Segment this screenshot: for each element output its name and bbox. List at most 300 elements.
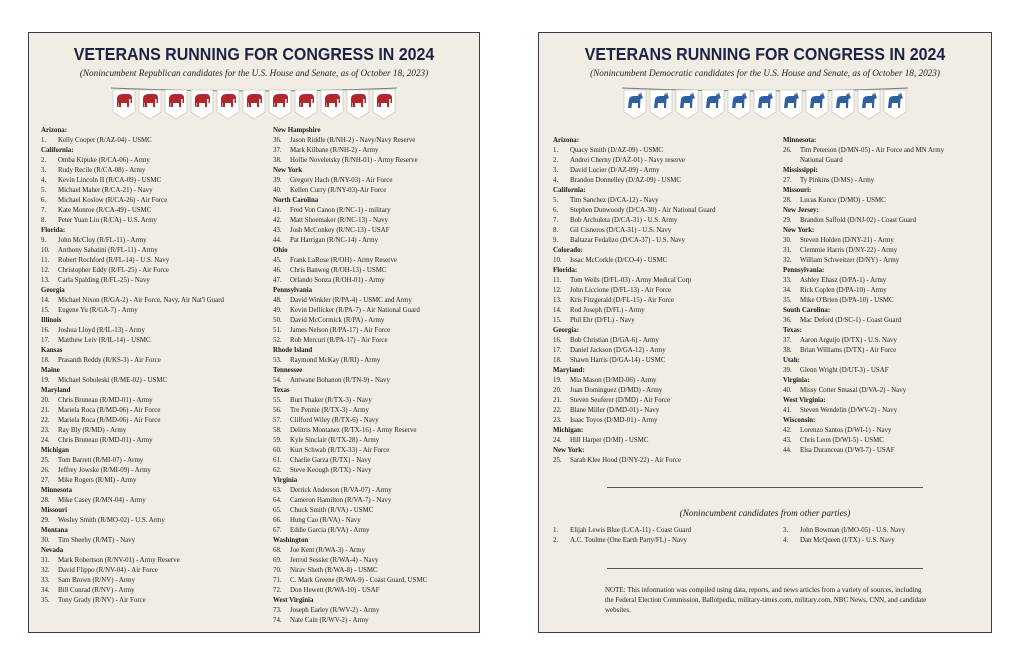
candidate-text: Eddie Garcia (R/VA) - Army (290, 527, 370, 534)
candidate-text: Juan Dominguez (D/MD) - Army (570, 387, 663, 394)
state-heading: Montana (41, 527, 68, 534)
candidate-number: 64. (273, 497, 282, 504)
candidate-text: Rob Mercuri (R/PA-17) - Air Force (290, 337, 388, 344)
candidate-number: 45. (273, 257, 282, 264)
candidate-text: Isaac Toyos (D/MD-01) - Army (570, 417, 658, 424)
candidate-number: 34. (783, 287, 792, 294)
candidate-number: 40. (273, 187, 282, 194)
candidate-text: Jeffrey Jowske (R/MI-09) - Army (58, 467, 151, 474)
candidate-text: Clifford Wiley (R/TX-6) - Navy (290, 417, 379, 424)
candidate-entry (273, 376, 427, 386)
candidate-text: Brandon Donnelley (D/AZ-09) - USMC (570, 177, 682, 184)
candidate-entry (41, 356, 224, 366)
state-heading: Mississippi: (783, 167, 818, 174)
republican-panel (28, 32, 480, 633)
candidate-text: Kate Monroe (R/CA-49) - USMC (58, 207, 152, 214)
candidate-number: 27. (41, 477, 50, 484)
candidate-number: 15. (41, 307, 50, 314)
candidate-number: 29. (783, 217, 792, 224)
candidate-entry (553, 176, 715, 186)
candidate-entry (783, 386, 944, 396)
candidate-text: Michael Koslow (R/CA-26) - Air Force (58, 197, 168, 204)
candidate-number: 60. (273, 447, 282, 454)
candidate-text: Joseph Earley (R/WV-2) - Army (290, 607, 380, 614)
candidate-text: Robert Rochford (R/FL-14) - U.S. Navy (58, 257, 170, 264)
state-heading: Rhode Island (273, 347, 313, 354)
state-heading: Pennsylvania (273, 287, 313, 294)
candidate-number: 2. (553, 157, 559, 164)
candidate-text: Mariela Roca (R/MD-06) - Air Force (58, 407, 161, 414)
candidate-entry (273, 156, 427, 166)
candidate-text: Steven Holden (D/NY-21) - Army (800, 237, 894, 244)
candidate-entry (41, 306, 224, 316)
candidate-number: 46. (273, 267, 282, 274)
candidate-number: 9. (41, 237, 47, 244)
candidate-text: Chris Bruneau (R/MD-01) - Army (58, 397, 153, 404)
state-heading: Maryland (41, 387, 71, 394)
candidate-text: David Flippo (R/NV-04) - Air Force (58, 567, 158, 574)
candidate-text: Don Hewett (R/WA-10) - USAF (290, 587, 380, 594)
candidate-text: Daniel Jackson (D/GA-12) - Army (570, 347, 666, 354)
candidate-text: Mike Rogers (R/MI) - Army (58, 477, 137, 484)
state-heading: New York (273, 167, 303, 174)
state-heading: New Jersey: (783, 207, 819, 214)
donkey-icon (702, 90, 724, 119)
candidate-text: Pat Harrigan (R/NC-14) - Army (290, 237, 379, 244)
candidate-text: Bob Christian (D/GA-6) - Army (570, 337, 659, 344)
candidate-number: 26. (783, 147, 792, 154)
state-heading: Ohio (273, 247, 288, 254)
candidate-text: Prasanth Reddy (R/KS-3) - Air Force (58, 357, 161, 364)
candidate-number: 12. (41, 267, 50, 274)
candidate-text: National Guard (800, 157, 843, 164)
candidate-entry (553, 226, 715, 236)
candidate-text: Elsa Duranceau (D/WI-7) - USAF (800, 447, 895, 454)
state-heading: North Carolina (273, 197, 319, 204)
candidate-number: 32. (41, 567, 50, 574)
candidate-entry (273, 436, 427, 446)
candidate-text: Hollie Noveletsky (R/NH-01) - Army Reserve (290, 157, 418, 164)
candidate-text: Eugene Yu (R/GA-7) - Army (58, 307, 138, 314)
candidate-text: Josh McConkey (R/NC-13) - USAF (290, 227, 390, 234)
candidate-entry (553, 206, 715, 216)
candidate-number: 19. (553, 377, 562, 384)
candidate-text: Brandon Saffold (D/NJ-02) - Coast Guard (800, 217, 917, 224)
candidate-text: Rod Joseph (D/FL) - Army (570, 307, 645, 314)
candidate-number: 52. (273, 337, 282, 344)
candidate-entry (273, 296, 427, 306)
candidate-number: 43. (273, 227, 282, 234)
candidate-entry (783, 256, 944, 266)
candidate-text: Dan McQueen (I/TX) - U.S. Navy (800, 537, 895, 544)
candidate-text: Orlando Sonza (R/OH-01) - Army (290, 277, 385, 284)
candidate-entry (273, 146, 427, 156)
state-heading: Michigan (41, 447, 69, 454)
candidate-entry (553, 526, 691, 536)
candidate-text: Derrick Anderson (R/VA-07) - Army (290, 487, 392, 494)
candidate-entry (273, 426, 427, 436)
state-heading: Florida: (553, 267, 578, 274)
candidate-number: 22. (41, 417, 50, 424)
candidate-text: Ty Pinkins (D/MS) - Army (800, 177, 875, 184)
candidate-entry (273, 406, 427, 416)
candidate-entry (41, 396, 224, 406)
republican-column-2 (273, 126, 427, 626)
state-heading: New York: (553, 447, 585, 454)
candidate-number: 49. (273, 307, 282, 314)
elephant-icon (269, 90, 291, 119)
state-heading: California: (41, 147, 74, 154)
candidate-text: Sam Brown (R/NV) - Army (58, 577, 135, 584)
candidate-entry (783, 526, 905, 536)
candidate-entry (41, 256, 224, 266)
candidate-number: 3. (41, 167, 47, 174)
candidate-text: Christopher Eddy (R/FL-25) - Air Force (58, 267, 169, 274)
candidate-number: 44. (273, 237, 282, 244)
candidate-text: Baltazar Fedalizo (D/CA-37) - U.S. Navy (570, 237, 686, 244)
candidate-text: Jason Riddle (R/NH-2) - Navy/Navy Reserve (290, 137, 416, 144)
candidate-text: Stephen Dunwoody (D/CA-30) - Air National Guard (570, 207, 716, 214)
candidate-entry (553, 156, 715, 166)
candidate-number: 15. (553, 317, 562, 324)
candidate-number: 22. (553, 407, 562, 414)
candidate-entry (41, 136, 224, 146)
democratic-column-2 (783, 136, 944, 456)
candidate-number: 12. (553, 287, 562, 294)
candidate-text: Matthew Leiv (R/IL-14) - USMC (58, 337, 151, 344)
candidate-entry (273, 556, 427, 566)
candidate-number: 10. (41, 247, 50, 254)
candidate-text: Michael Nixon (R/GA-2) - Air Force, Navy, Air Nat'l Guard (58, 297, 224, 304)
candidate-text: John Liccione (D/FL-13) - Air Force (570, 287, 672, 294)
candidate-number: 6. (41, 197, 47, 204)
candidate-text: Kyle Sinclair (R/TX-28) - Army (290, 437, 380, 444)
candidate-entry (41, 596, 224, 606)
candidate-number: 1. (553, 527, 559, 534)
state-heading: Texas: (783, 327, 802, 334)
candidate-entry (553, 456, 715, 466)
candidate-entry (41, 206, 224, 216)
republican-column-1 (41, 126, 224, 606)
candidate-number: 23. (41, 427, 50, 434)
candidate-number: 74. (273, 617, 282, 624)
candidate-entry (273, 416, 427, 426)
state-heading: Georgia: (553, 327, 580, 334)
candidate-number: 47. (273, 277, 282, 284)
state-heading: Minnesota (41, 487, 73, 494)
candidate-text: Steven Wendelin (D/WV-2) - Navy (800, 407, 898, 414)
candidate-number: 8. (41, 217, 47, 224)
candidate-text: James Nelson (R/PA-17) - Air Force (290, 327, 391, 334)
candidate-text: Gregory Hach (R/NY-03) - Air Force (290, 177, 393, 184)
candidate-number: 42. (273, 217, 282, 224)
candidate-entry (553, 536, 691, 546)
candidate-number: 31. (41, 557, 50, 564)
candidate-number: 57. (273, 417, 282, 424)
candidate-entry (783, 366, 944, 376)
candidate-text: Bill Conrad (R/NV) - Army (58, 587, 135, 594)
candidate-number: 26. (41, 467, 50, 474)
candidate-number: 4. (41, 177, 47, 184)
candidate-text: William Schweitzer (D/NY) - Army (800, 257, 900, 264)
candidate-text: David McCormick (R/PA) - Army (290, 317, 385, 324)
candidate-number: 23. (553, 417, 562, 424)
candidate-text: Steve Keough (R/TX) - Navy (290, 467, 372, 474)
candidate-text: Lucas Kunce (D/MO) - USMC (800, 197, 886, 204)
candidate-number: 66. (273, 517, 282, 524)
candidate-text: Charlie Garza (R/TX) - Navy (290, 457, 372, 464)
state-heading: Tennessee (273, 367, 303, 374)
state-heading: Georgia (41, 287, 65, 294)
candidate-entry (783, 156, 944, 166)
candidate-text: Phil Ehr (D/FL) - Navy (570, 317, 635, 324)
candidate-number: 68. (273, 547, 282, 554)
state-heading: Missouri: (783, 187, 812, 194)
state-heading: Colorado: (553, 247, 583, 254)
candidate-text: Matt Shoemaker (R/NC-13) - Navy (290, 217, 388, 224)
candidate-entry (41, 156, 224, 166)
candidate-entry (553, 416, 715, 426)
candidate-entry (783, 446, 944, 456)
candidate-entry (553, 146, 715, 156)
candidate-number: 28. (783, 197, 792, 204)
candidate-entry (553, 236, 715, 246)
state-heading: Minnesota: (783, 137, 817, 144)
candidate-entry (41, 166, 224, 176)
donkey-icon (884, 90, 906, 119)
candidate-number: 51. (273, 327, 282, 334)
republican-subtitle: (Nonincumbent Republican candidates for the U.S. House and Senate, as of October 18, 2023) (79, 68, 429, 78)
candidate-number: 42. (783, 427, 792, 434)
candidate-number: 7. (41, 207, 47, 214)
candidate-number: 55. (273, 397, 282, 404)
candidate-entry (783, 146, 944, 156)
candidate-entry (553, 356, 715, 366)
candidate-number: 1. (553, 147, 559, 154)
candidate-number: 72. (273, 587, 282, 594)
candidate-number: 21. (41, 407, 50, 414)
candidate-entry (553, 276, 715, 286)
candidate-number: 17. (553, 347, 562, 354)
candidate-text: A.C. Toulme (One Earth Party/FL) - Navy (570, 537, 687, 544)
elephant-icon (243, 90, 265, 119)
candidate-entry (41, 566, 224, 576)
candidate-number: 25. (41, 457, 50, 464)
candidate-text: Michael Maher (R/CA-21) - Navy (58, 187, 153, 194)
candidate-entry (553, 376, 715, 386)
candidate-number: 35. (783, 297, 792, 304)
candidate-number: 7. (553, 217, 559, 224)
elephant-icon (295, 90, 317, 119)
candidate-number: 13. (553, 297, 562, 304)
candidate-text: Anthony Sabatini (R/FL-11) - Army (58, 247, 158, 254)
candidate-entry (273, 466, 427, 476)
candidate-number: 9. (553, 237, 559, 244)
candidate-text: Ray Bly (R/MD) - Army (58, 427, 127, 434)
candidate-text: Mariela Roca (R/MD-06) - Air Force (58, 417, 161, 424)
candidate-text: Tim Sheehy (R/MT) - Navy (58, 537, 136, 544)
candidate-text: Joshua Lloyd (R/IL-13) - Army (58, 327, 145, 334)
candidate-text: Delitris Montanez (R/TX-16) - Army Reserve (290, 427, 417, 434)
candidate-number: 14. (553, 307, 562, 314)
candidate-entry (41, 576, 224, 586)
candidate-entry (41, 556, 224, 566)
candidate-text: Sarah Klee Hood (D/NY-22) - Air Force (570, 457, 681, 464)
candidate-number: 4. (783, 537, 789, 544)
candidate-entry (783, 176, 944, 186)
candidate-text: John McCloy (R/FL-11) - Army (58, 237, 147, 244)
candidate-text: Tim Sanchez (D/CA-12) - Navy (570, 197, 659, 204)
candidate-entry (273, 306, 427, 316)
candidate-entry (783, 316, 944, 326)
candidate-text: Wesley Smith (R/MO-02) - U.S. Army (58, 517, 165, 524)
candidate-entry (783, 286, 944, 296)
candidate-entry (553, 436, 715, 446)
candidate-entry (41, 266, 224, 276)
candidate-number: 13. (41, 277, 50, 284)
candidate-entry (273, 136, 427, 146)
other-parties-title: (Nonincumbent candidates from other parties) (679, 508, 851, 518)
candidate-text: Nate Cain (R/WV-2) - Army (290, 617, 369, 624)
candidate-number: 35. (41, 597, 50, 604)
republican-title: VETERANS RUNNING FOR CONGRESS IN 2024 (73, 44, 435, 64)
candidate-text: Chris Leon (D/WI-5) - USMC (800, 437, 884, 444)
candidate-number: 10. (553, 257, 562, 264)
candidate-entry (41, 536, 224, 546)
candidate-text: Mark Kilbane (R/NH-2) - Army (290, 147, 379, 154)
candidate-text: Peter Yuan Liu (R/CA) - U.S. Army (58, 217, 157, 224)
state-heading: Michigan: (553, 427, 584, 434)
elephant-icon (139, 90, 161, 119)
candidate-entry (553, 216, 715, 226)
candidate-entry (273, 276, 427, 286)
state-heading: Maryland: (553, 367, 585, 374)
candidate-number: 69. (273, 557, 282, 564)
state-heading: Nevada (41, 547, 64, 554)
candidate-text: Kellen Curry (R/NY-03)-Air Force (290, 187, 387, 194)
candidate-entry (553, 346, 715, 356)
candidate-entry (783, 346, 944, 356)
candidate-entry (783, 296, 944, 306)
candidate-text: Rudy Recile (R/CA-08) - Army (58, 167, 146, 174)
candidate-number: 19. (41, 377, 50, 384)
candidate-entry (783, 436, 944, 446)
state-heading: Utah: (783, 357, 800, 364)
candidate-number: 48. (273, 297, 282, 304)
candidate-number: 37. (273, 147, 282, 154)
candidate-entry (41, 516, 224, 526)
candidate-entry (273, 266, 427, 276)
candidate-number: 39. (783, 367, 792, 374)
candidate-entry (41, 296, 224, 306)
candidate-text: Mike O'Brien (D/PA-10) - USMC (800, 297, 894, 304)
candidate-entry (41, 236, 224, 246)
candidate-entry (273, 566, 427, 576)
candidate-number: 62. (273, 467, 282, 474)
candidate-number: 20. (553, 387, 562, 394)
candidate-number: 53. (273, 357, 282, 364)
candidate-text: Antwane Bohanon (R/TN-9) - Navy (290, 377, 390, 384)
candidate-number: 36. (273, 137, 282, 144)
candidate-entry (273, 216, 427, 226)
state-heading: New York: (783, 227, 815, 234)
state-heading: Florida: (41, 227, 66, 234)
candidate-entry (41, 406, 224, 416)
state-heading: West Virginia: (783, 397, 826, 404)
candidate-number: 36. (783, 317, 792, 324)
candidate-entry (273, 496, 427, 506)
candidate-entry (273, 486, 427, 496)
candidate-text: C. Mark Greene (R/WA-9) - Coast Guard, USMC (290, 577, 428, 584)
donkey-icon (624, 90, 646, 119)
candidate-text: Missy Cotter Smasal (D/VA-2) - Navy (800, 387, 907, 394)
elephant-icon (165, 90, 187, 119)
candidate-entry (41, 476, 224, 486)
candidate-text: Mark Robertson (R/NV-01) - Army Reserve (58, 557, 180, 564)
state-heading: Virginia: (783, 377, 810, 384)
candidate-entry (273, 336, 427, 346)
state-heading: Washington (273, 537, 309, 544)
candidate-text: Gil Cisneros (D/CA-31) - U.S. Navy (570, 227, 672, 234)
candidate-text: Tim Peterson (D/MN-05) - Air Force and MN Army (800, 147, 945, 154)
candidate-number: 58. (273, 427, 282, 434)
elephant-icon (217, 90, 239, 119)
candidate-number: 25. (553, 457, 562, 464)
candidate-number: 2. (41, 157, 47, 164)
candidate-entry (553, 316, 715, 326)
candidate-entry (273, 616, 427, 626)
candidate-number: 24. (553, 437, 562, 444)
candidate-entry (41, 426, 224, 436)
candidate-entry (783, 246, 944, 256)
donkey-icon (676, 90, 698, 119)
candidate-entry (273, 446, 427, 456)
candidate-number: 14. (41, 297, 50, 304)
candidate-entry (273, 576, 427, 586)
candidate-text: Brian Williams (D/TX) - Air Force (800, 347, 897, 354)
candidate-entry (553, 396, 715, 406)
candidate-entry (273, 526, 427, 536)
candidate-entry (41, 186, 224, 196)
candidate-number: 27. (783, 177, 792, 184)
candidate-entry (273, 506, 427, 516)
candidate-entry (41, 336, 224, 346)
candidate-number: 2. (553, 537, 559, 544)
candidate-text: Tom Wells (D/FL-03) - Army Medical Corp (570, 277, 692, 284)
candidate-text: Lorenzo Santos (D/WI-1) - Navy (800, 427, 892, 434)
candidate-entry (553, 406, 715, 416)
candidate-entry (41, 436, 224, 446)
candidate-entry (273, 606, 427, 616)
candidate-number: 54. (273, 377, 282, 384)
candidate-text: Issac McCorkle (D/CO-4) - USMC (570, 257, 668, 264)
candidate-entry (783, 406, 944, 416)
candidate-entry (553, 336, 715, 346)
candidate-text: Cameron Hamilton (R/VA-7) - Navy (290, 497, 392, 504)
donkey-icon (754, 90, 776, 119)
candidate-text: Bob Archuleta (D/CA-31) - U.S. Army (570, 217, 678, 224)
candidate-number: 33. (783, 277, 792, 284)
candidate-entry (41, 176, 224, 186)
candidate-number: 24. (41, 437, 50, 444)
candidate-entry (41, 466, 224, 476)
elephant-icon (373, 90, 395, 119)
state-heading: California: (553, 187, 586, 194)
candidate-entry (41, 416, 224, 426)
candidate-number: 43. (783, 437, 792, 444)
state-heading: Texas (273, 387, 290, 394)
candidate-entry (783, 216, 944, 226)
